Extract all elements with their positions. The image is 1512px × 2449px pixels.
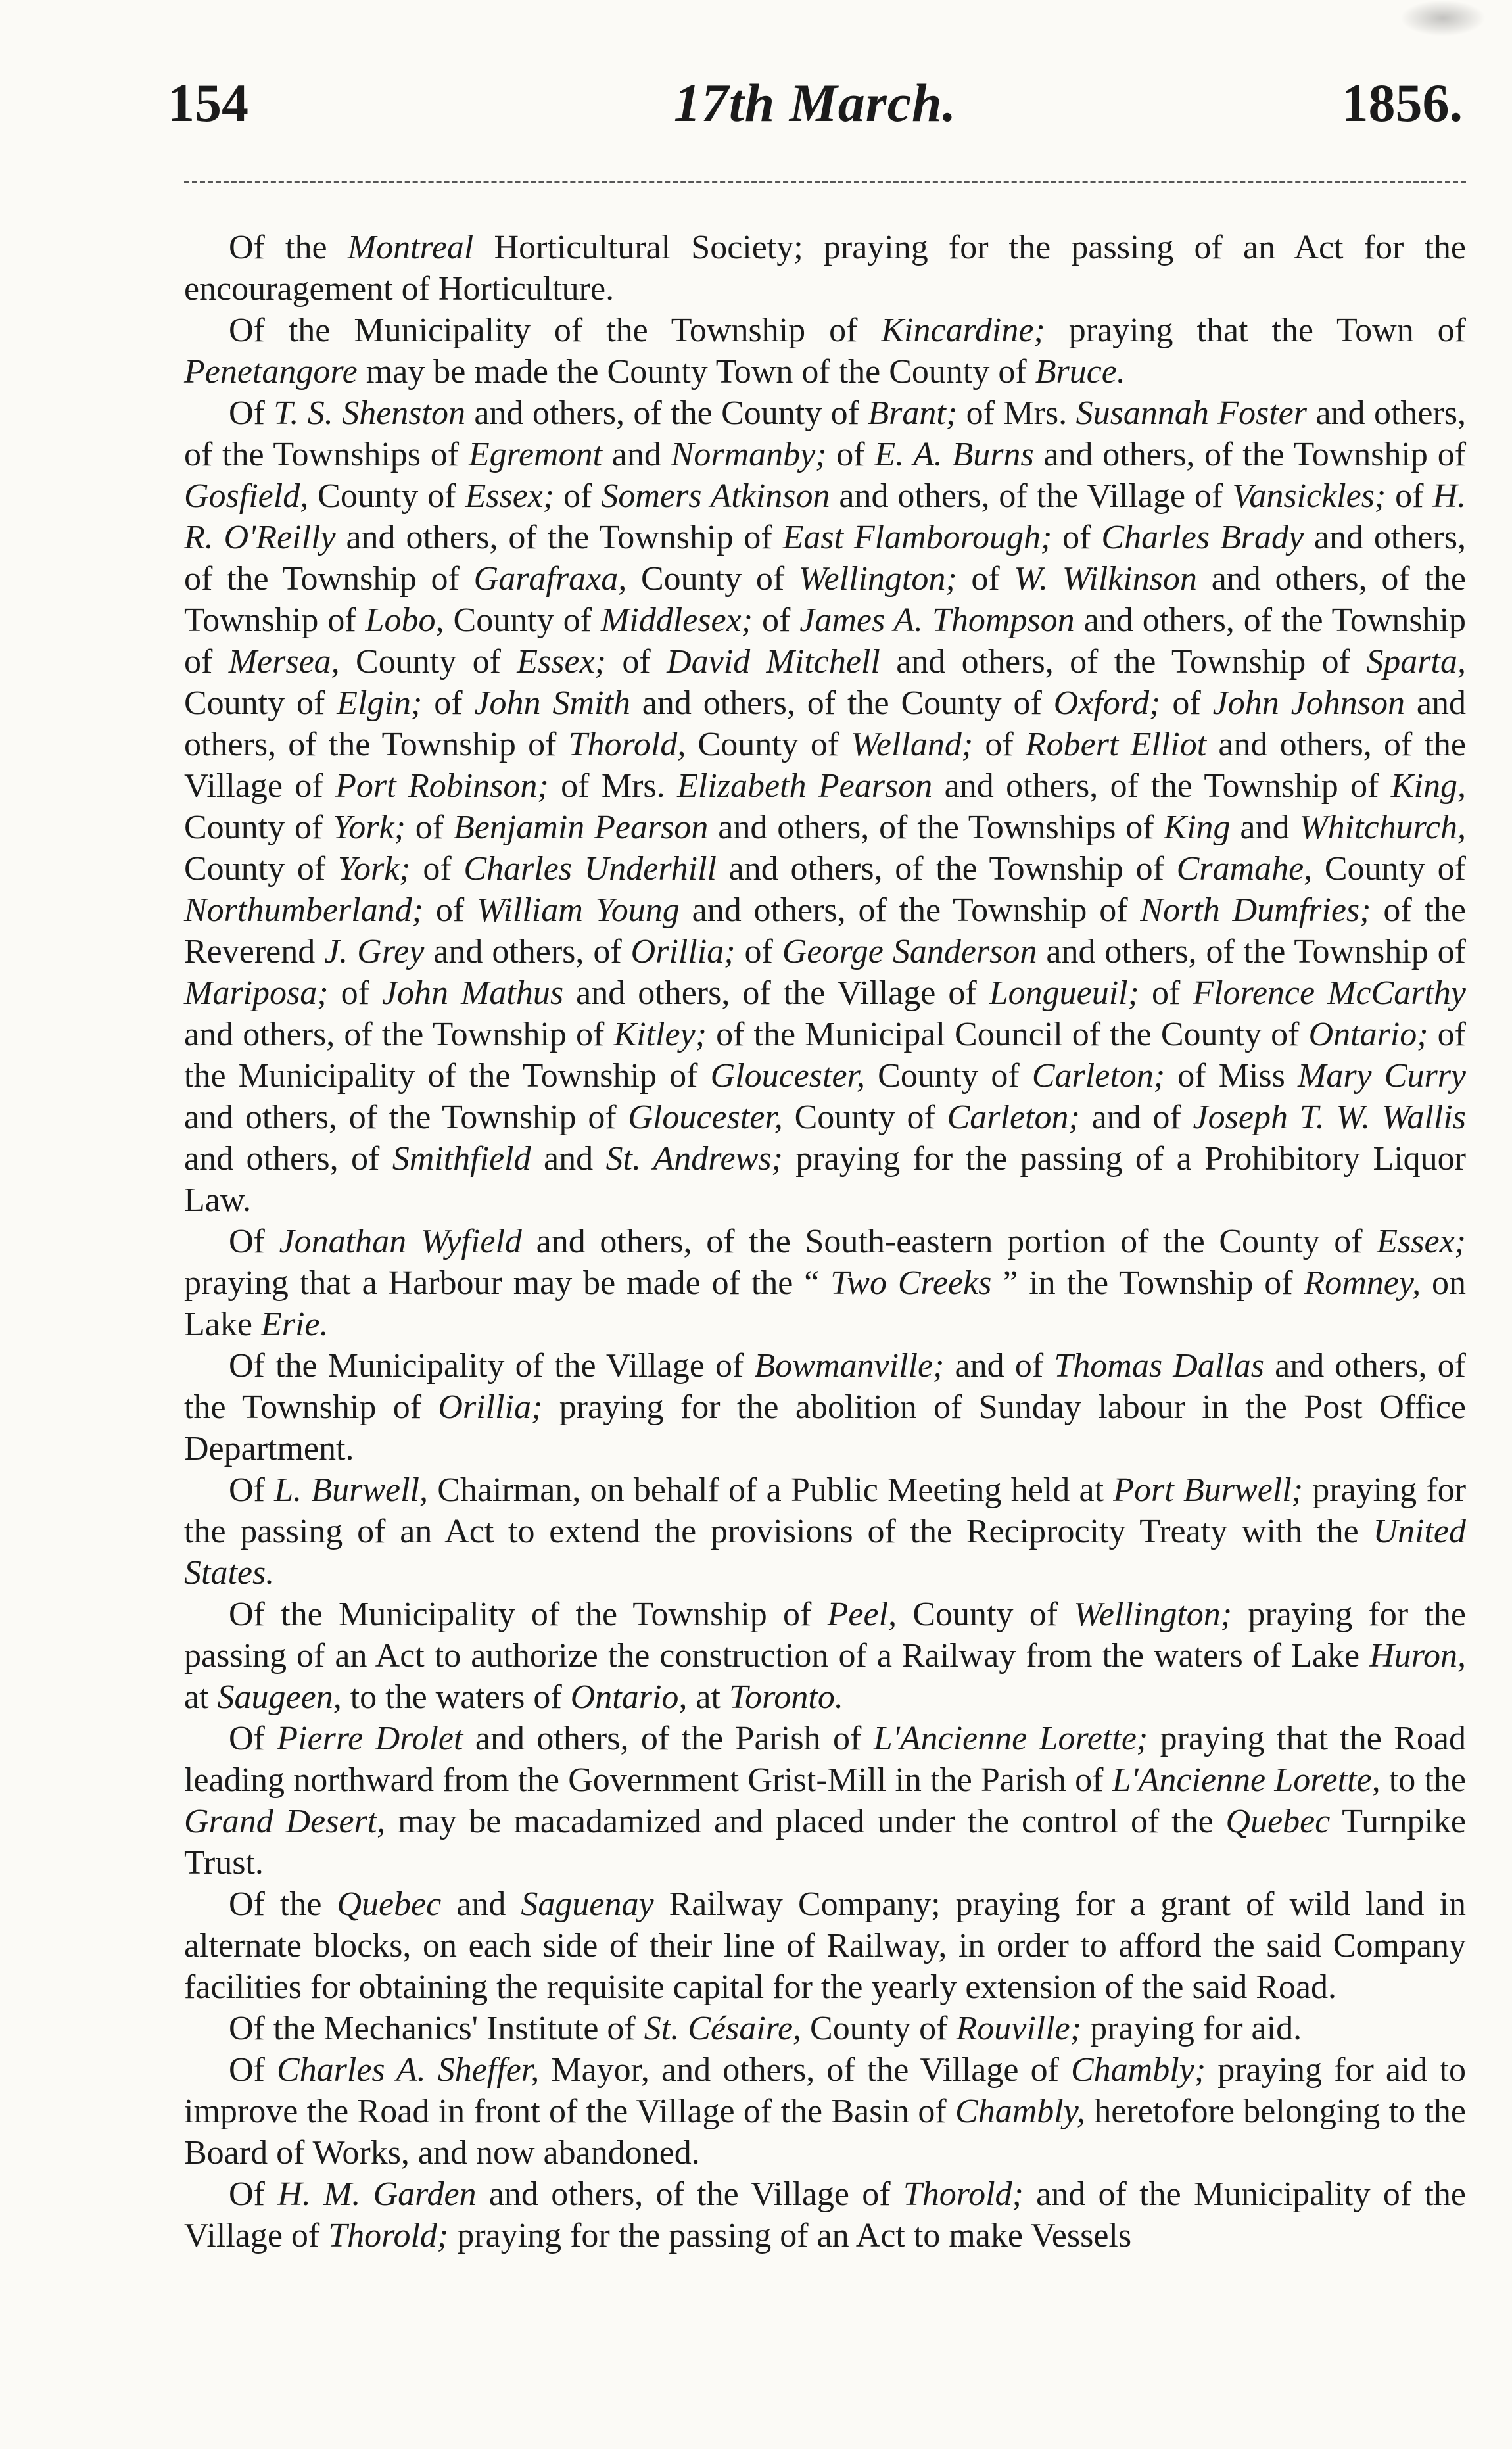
text-segment: Of the bbox=[229, 1886, 337, 1923]
italic-name: King, bbox=[1390, 767, 1467, 805]
text-segment: and others, of the Townships of bbox=[184, 394, 1467, 473]
text-segment: Of bbox=[229, 2051, 277, 2089]
italic-name: Elgin; bbox=[337, 684, 423, 722]
italic-name: Ontario; bbox=[1308, 1016, 1429, 1053]
text-segment: praying for the passing of an Act to extend the provisions of the Reciprocity Treaty with the bbox=[184, 1471, 1467, 1550]
text-segment: Of bbox=[229, 1223, 279, 1260]
italic-name: L. Burwell, bbox=[274, 1471, 428, 1509]
text-segment: praying that a Harbour may be made of the “ bbox=[184, 1264, 831, 1302]
italic-name: Carleton; bbox=[947, 1099, 1080, 1136]
text-segment: County of bbox=[308, 477, 465, 515]
text-segment: of bbox=[1386, 477, 1433, 515]
italic-name: Ontario, bbox=[570, 1678, 688, 1716]
italic-name: Gosfield, bbox=[184, 477, 309, 515]
text-segment: and others, of the Township of bbox=[1037, 933, 1466, 970]
italic-name: George Sanderson bbox=[782, 933, 1037, 970]
italic-name: T. S. Shenston bbox=[273, 394, 465, 432]
text-segment: and others, of the Township of bbox=[184, 684, 1466, 763]
text-segment: and others, of the Township of bbox=[335, 519, 783, 556]
text-segment: at bbox=[184, 1678, 218, 1716]
text-segment: and others, of the Township of bbox=[880, 643, 1367, 680]
text-segment: praying for aid. bbox=[1081, 2010, 1302, 2047]
text-segment: County of bbox=[339, 643, 517, 680]
italic-name: Essex; bbox=[465, 477, 555, 515]
italic-name: Benjamin Pearson bbox=[453, 809, 709, 846]
text-segment: Turnpike Trust. bbox=[184, 1803, 1467, 1882]
text-segment: and of bbox=[944, 1347, 1054, 1385]
italic-name: Bowmanville; bbox=[754, 1347, 945, 1385]
italic-name: Chambly, bbox=[955, 2093, 1085, 2130]
italic-name: East Flamborough; bbox=[782, 519, 1052, 556]
text-segment: County of bbox=[782, 1099, 947, 1136]
italic-name: Quebec bbox=[1225, 1803, 1331, 1840]
italic-name: Rouville; bbox=[956, 2010, 1082, 2047]
italic-name: H. M. Garden bbox=[277, 2176, 477, 2213]
italic-name: H. R. O'Reilly bbox=[184, 477, 1466, 556]
italic-name: Gloucester, bbox=[628, 1099, 783, 1136]
italic-name: Two Creeks bbox=[830, 1264, 992, 1302]
italic-name: Charles Brady bbox=[1101, 519, 1304, 556]
text-segment: County of bbox=[897, 1596, 1074, 1633]
italic-name: Florence McCarthy bbox=[1193, 974, 1466, 1012]
paper-smudge bbox=[1400, 0, 1486, 36]
text-segment: on Lake bbox=[184, 1264, 1466, 1343]
text-segment: and others, of the Township of bbox=[932, 767, 1391, 805]
italic-name: Erie. bbox=[260, 1306, 329, 1343]
text-segment: and others, of the Township of bbox=[184, 519, 1466, 598]
text-segment: at bbox=[687, 1678, 729, 1716]
text-segment: and others, of the Village of bbox=[184, 726, 1466, 805]
italic-name: Charles Underhill bbox=[463, 850, 717, 888]
text-segment: of Mrs. bbox=[957, 394, 1076, 432]
text-segment: to the waters of bbox=[341, 1678, 571, 1716]
text-segment: and others, of the Township of bbox=[679, 892, 1141, 929]
text-segment: and others, of the Township of bbox=[184, 1347, 1466, 1426]
italic-name: Cramahe, bbox=[1176, 850, 1313, 888]
text-segment: Horticultural Society; praying for the passing of an Act for the encouragement of Horticulture. bbox=[184, 229, 1466, 308]
text-segment: County of bbox=[1312, 850, 1466, 888]
text-segment: and bbox=[1230, 809, 1300, 846]
text-segment: and others, of bbox=[184, 1140, 392, 1177]
italic-name: Chambly; bbox=[1071, 2051, 1206, 2089]
text-segment: of bbox=[1160, 684, 1213, 722]
italic-name: Huron, bbox=[1369, 1637, 1466, 1675]
italic-name: Port Burwell; bbox=[1113, 1471, 1303, 1509]
text-segment: County of bbox=[686, 726, 851, 763]
text-segment: of bbox=[554, 477, 602, 515]
italic-name: Thorold, bbox=[568, 726, 686, 763]
italic-name: Brant; bbox=[868, 394, 958, 432]
text-segment: and others, of the Township of bbox=[184, 560, 1466, 639]
italic-name: St. Césaire, bbox=[644, 2010, 802, 2047]
text-segment: and others, of the Parish of bbox=[463, 1720, 874, 1757]
document-body bbox=[184, 227, 1466, 2256]
text-segment: and of the Municipality of the Village of bbox=[184, 2176, 1466, 2254]
italic-name: Smithfield bbox=[392, 1140, 531, 1177]
italic-name: John Johnson bbox=[1212, 684, 1405, 722]
text-segment: ” in the Township of bbox=[991, 1264, 1304, 1302]
italic-name: Saugeen, bbox=[217, 1678, 342, 1716]
text-segment: of bbox=[735, 933, 782, 970]
italic-name: Thomas Dallas bbox=[1054, 1347, 1264, 1385]
text-segment: and of bbox=[1079, 1099, 1193, 1136]
petition-paragraph bbox=[184, 2174, 1466, 2256]
italic-name: Bruce. bbox=[1035, 353, 1125, 391]
italic-name: Kincardine; bbox=[881, 312, 1045, 349]
italic-name: Mary Curry bbox=[1298, 1057, 1467, 1095]
text-segment: and others, of the South-eastern portion of the County of bbox=[521, 1223, 1377, 1260]
italic-name: King bbox=[1164, 809, 1231, 846]
italic-name: Montreal bbox=[347, 229, 474, 266]
text-segment: Of the Municipality of the Township of bbox=[229, 312, 882, 349]
text-segment: Of the Municipality of the Village of bbox=[229, 1347, 755, 1385]
text-segment: Of the Municipality of the Township of bbox=[229, 1596, 828, 1633]
text-segment: Of the Mechanics' Institute of bbox=[229, 2010, 644, 2047]
italic-name: Somers Atkinson bbox=[601, 477, 830, 515]
text-segment: praying that the Town of bbox=[1045, 312, 1466, 349]
text-segment: praying for the passing of a Prohibitory Liquor Law. bbox=[184, 1140, 1466, 1219]
petition-paragraph bbox=[184, 1221, 1466, 1345]
italic-name: Egremont bbox=[468, 436, 603, 473]
text-segment: of Miss bbox=[1165, 1057, 1298, 1095]
text-segment: praying for aid to improve the Road in front of the Village of the Basin of bbox=[184, 2051, 1466, 2130]
text-segment: praying for the passing of an Act to authorize the construction of a Railway from the waters of Lake bbox=[184, 1596, 1466, 1675]
text-segment: to the bbox=[1380, 1761, 1467, 1799]
italic-name: William Young bbox=[477, 892, 680, 929]
italic-name: Sparta, bbox=[1366, 643, 1466, 680]
petition-paragraph bbox=[184, 1884, 1466, 2008]
italic-name: Charles A. Sheffer, bbox=[276, 2051, 540, 2089]
page-header bbox=[168, 72, 1463, 138]
italic-name: Elizabeth Pearson bbox=[677, 767, 933, 805]
italic-name: Carleton; bbox=[1031, 1057, 1166, 1095]
text-segment: of bbox=[606, 643, 667, 680]
text-segment: and others, of the County of bbox=[465, 394, 868, 432]
text-segment: Of bbox=[229, 2176, 278, 2213]
text-segment: of the Municipal Council of the County of bbox=[706, 1016, 1309, 1053]
italic-name: Quebec bbox=[337, 1886, 442, 1923]
text-segment: may be made the County Town of the County of bbox=[357, 353, 1035, 391]
text-segment: of bbox=[328, 974, 382, 1012]
italic-name: Essex; bbox=[517, 643, 606, 680]
italic-name: John Smith bbox=[474, 684, 630, 722]
italic-name: Vansickles; bbox=[1232, 477, 1386, 515]
text-segment: of bbox=[752, 602, 800, 639]
petition-paragraph bbox=[184, 1345, 1466, 1469]
text-segment: and bbox=[441, 1886, 521, 1923]
italic-name: Kitley; bbox=[613, 1016, 707, 1053]
italic-name: Wellington; bbox=[798, 560, 957, 598]
italic-name: Northumberland; bbox=[184, 892, 423, 929]
text-segment: Of bbox=[229, 1720, 277, 1757]
petition-paragraph bbox=[184, 2049, 1466, 2174]
text-segment: and others, of the Township of bbox=[184, 1016, 614, 1053]
text-segment: County of bbox=[184, 684, 337, 722]
text-segment: Mayor, and others, of the Village of bbox=[539, 2051, 1071, 2089]
petition-paragraph bbox=[184, 2008, 1466, 2049]
italic-name: Mariposa; bbox=[184, 974, 329, 1012]
petition-paragraph bbox=[184, 227, 1466, 310]
italic-name: Romney, bbox=[1304, 1264, 1421, 1302]
italic-name: North Dumfries; bbox=[1140, 892, 1371, 929]
italic-name: Robert Elliot bbox=[1025, 726, 1207, 763]
text-segment: of bbox=[423, 892, 477, 929]
text-segment: of the Municipality of the Township of bbox=[184, 1016, 1466, 1095]
italic-name: Garafraxa, bbox=[473, 560, 627, 598]
italic-name: Grand Desert, bbox=[184, 1803, 386, 1840]
text-segment: praying for the passing of an Act to make Vessels bbox=[448, 2217, 1132, 2254]
italic-name: James A. Thompson bbox=[799, 602, 1075, 639]
text-segment: and others, of the Township of bbox=[716, 850, 1177, 888]
italic-name: St. Andrews; bbox=[605, 1140, 783, 1177]
italic-name: Thorold; bbox=[328, 2217, 449, 2254]
text-segment: Railway Company; praying for a grant of wild land in alternate blocks, on each side of their line of Railway, in order to afford the said Company facilities for obtaining the requisite capital for the yearly extension of the said Road. bbox=[184, 1886, 1466, 2006]
italic-name: Pierre Drolet bbox=[277, 1720, 463, 1757]
italic-name: York; bbox=[333, 809, 406, 846]
text-segment: of bbox=[1139, 974, 1193, 1012]
italic-name: L'Ancienne Lorette, bbox=[1112, 1761, 1381, 1799]
text-segment: and others, of the Township of bbox=[184, 1099, 628, 1136]
italic-name: Oxford; bbox=[1053, 684, 1161, 722]
text-segment: of bbox=[422, 684, 475, 722]
italic-name: Middlesex; bbox=[600, 602, 753, 639]
italic-name: Jonathan Wyfield bbox=[279, 1223, 522, 1260]
text-segment: and others, of the Village of bbox=[476, 2176, 903, 2213]
italic-name: Thorold; bbox=[903, 2176, 1024, 2213]
text-segment: County of bbox=[184, 850, 338, 888]
italic-name: Joseph T. W. Wallis bbox=[1193, 1099, 1466, 1136]
italic-name: W. Wilkinson bbox=[1014, 560, 1197, 598]
text-segment: and others, of the Townships of bbox=[708, 809, 1164, 846]
petition-paragraph bbox=[184, 310, 1466, 392]
text-segment: Chairman, on behalf of a Public Meeting held at bbox=[428, 1471, 1114, 1509]
italic-name: John Mathus bbox=[381, 974, 564, 1012]
italic-name: Essex; bbox=[1377, 1223, 1466, 1260]
italic-name: Susannah Foster bbox=[1075, 394, 1308, 432]
italic-name: Longueuil; bbox=[989, 974, 1139, 1012]
text-segment: Of bbox=[229, 1471, 275, 1509]
text-segment: County of bbox=[184, 809, 333, 846]
text-segment: and others, of bbox=[424, 933, 631, 970]
text-segment: of bbox=[405, 809, 454, 846]
italic-name: York; bbox=[337, 850, 411, 888]
text-segment: of Mrs. bbox=[548, 767, 678, 805]
page-date-heading: 17th March. bbox=[673, 73, 957, 133]
italic-name: David Mitchell bbox=[667, 643, 880, 680]
petition-paragraph bbox=[184, 1469, 1466, 1594]
italic-name: J. Grey bbox=[324, 933, 425, 970]
text-segment: County of bbox=[865, 1057, 1032, 1095]
italic-name: Orillia; bbox=[438, 1389, 543, 1426]
text-segment: County of bbox=[626, 560, 799, 598]
text-segment: of bbox=[826, 436, 875, 473]
petition-paragraph bbox=[184, 392, 1466, 1221]
page-number: 154 bbox=[168, 73, 248, 133]
text-segment: Of the bbox=[229, 229, 348, 266]
italic-name: E. A. Burns bbox=[874, 436, 1034, 473]
text-segment: and bbox=[602, 436, 671, 473]
text-segment: of the Reverend bbox=[184, 892, 1467, 970]
text-segment: and others, of the Township of bbox=[1033, 436, 1467, 473]
text-segment: County of bbox=[444, 602, 601, 639]
text-segment: may be macadamized and placed under the control of the bbox=[385, 1803, 1226, 1840]
text-segment: and others, of the County of bbox=[630, 684, 1054, 722]
text-segment: heretofore belonging to the Board of Works, and now abandoned. bbox=[184, 2093, 1466, 2172]
italic-name: Peel, bbox=[827, 1596, 897, 1633]
italic-name: Wellington; bbox=[1074, 1596, 1233, 1633]
text-segment: praying for the abolition of Sunday labour in the Post Office Department. bbox=[184, 1389, 1466, 1467]
text-segment: of bbox=[973, 726, 1026, 763]
italic-name: Gloucester, bbox=[710, 1057, 865, 1095]
italic-name: Saguenay bbox=[521, 1886, 654, 1923]
petition-paragraph bbox=[184, 1594, 1466, 1718]
text-segment: Of bbox=[229, 394, 274, 432]
italic-name: United States. bbox=[184, 1513, 1466, 1592]
italic-name: Lobo, bbox=[365, 602, 444, 639]
text-segment: praying that the Road leading northward from the Government Grist-Mill in the Parish of bbox=[184, 1720, 1467, 1799]
italic-name: Welland; bbox=[851, 726, 974, 763]
italic-name: Whitchurch, bbox=[1299, 809, 1466, 846]
italic-name: L'Ancienne Lorette; bbox=[873, 1720, 1148, 1757]
page-year: 1856. bbox=[1341, 73, 1463, 133]
italic-name: Penetangore bbox=[184, 353, 358, 391]
italic-name: Toronto. bbox=[728, 1678, 843, 1716]
petition-paragraph bbox=[184, 1718, 1466, 1884]
text-segment: County of bbox=[801, 2010, 957, 2047]
italic-name: Mersea, bbox=[228, 643, 340, 680]
italic-name: Port Robinson; bbox=[335, 767, 549, 805]
text-segment: and others, of the Village of bbox=[830, 477, 1233, 515]
text-segment: and bbox=[531, 1140, 606, 1177]
text-segment: and others, of the Township of bbox=[184, 602, 1467, 680]
text-segment: of bbox=[410, 850, 464, 888]
italic-name: Orillia; bbox=[630, 933, 736, 970]
header-rule bbox=[184, 181, 1466, 183]
text-segment: of bbox=[957, 560, 1014, 598]
text-segment: and others, of the Village of bbox=[563, 974, 989, 1012]
text-segment: of bbox=[1052, 519, 1102, 556]
italic-name: Normanby; bbox=[671, 436, 827, 473]
